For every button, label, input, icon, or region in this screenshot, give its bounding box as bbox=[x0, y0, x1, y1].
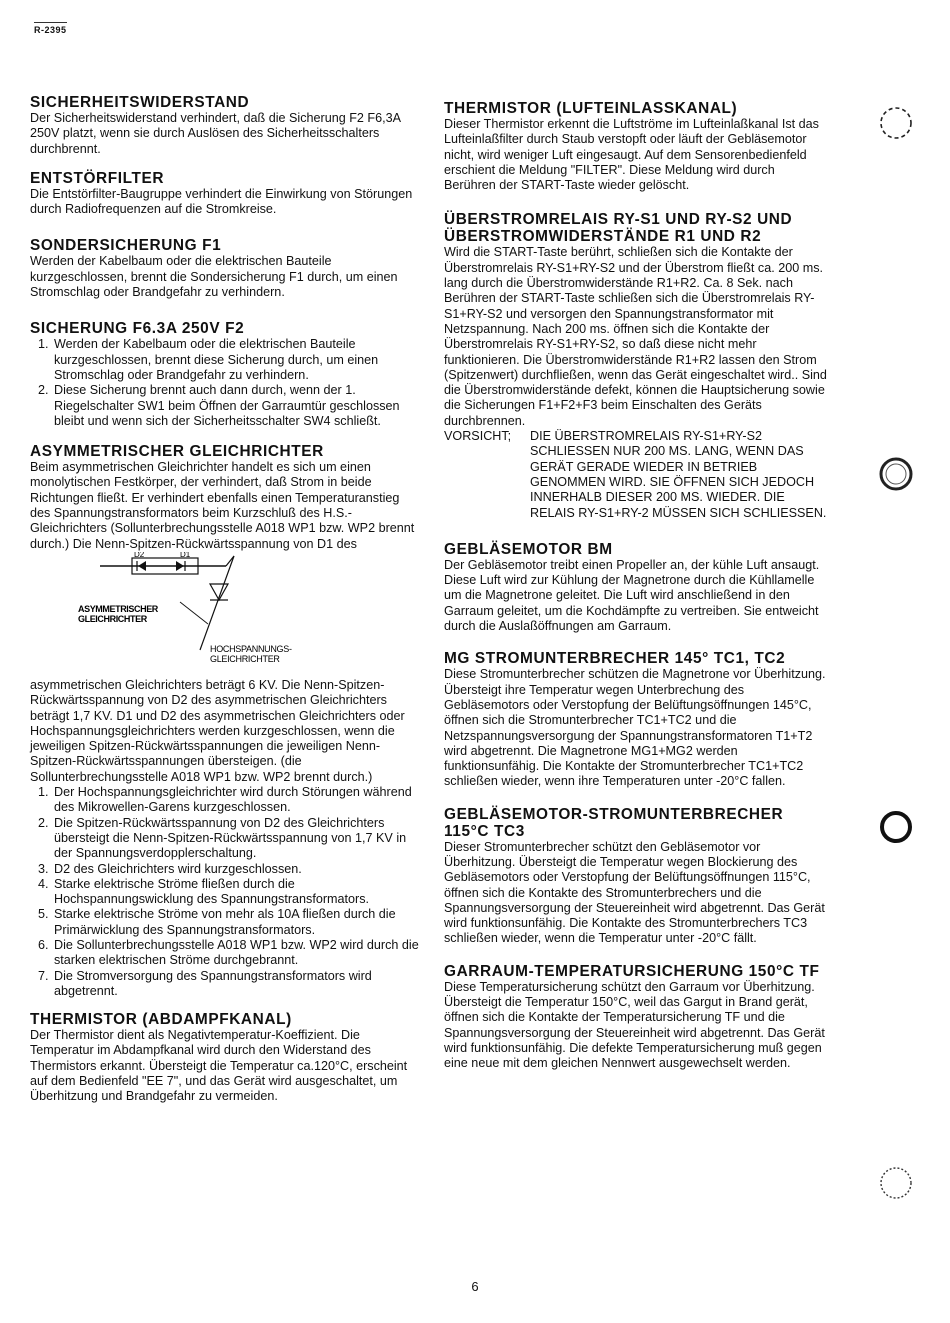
caution-text-first: DIE ÜBERSTROMRELAIS RY-S1+RY-S2 bbox=[530, 429, 763, 444]
section-text: Diese Temperatursicherung schützt den Garraum vor Überhitzung. Übersteigt die Temperatur 150°C, weil das Gargut in Brand gerät, öffnen sich die Kontakte der Temperatursicherung TF und die Spannungsversorgung der Steuereinheit wird abgetrennt. Das Gerät wird funktionsunfähig. Die defekte Temperatursicherung muß gegen eine neue mit dem gleichen Nennwert ausgewechselt werden. bbox=[444, 979, 825, 1071]
section-text: Dieser Thermistor erkennt die Luftströme im Lufteinlaßkanal Ist das Lufteinlaßfilter durch Staub verstopft oder läuft der Gebläsemotor nicht, wird weniger Luft eingesaugt. Auf dem Sensorenbedienfeld erschient die Meldung "FILTER". Diese Meldung wird durch Berühren der START-Taste wieder gelöscht. bbox=[444, 117, 819, 193]
list-item: 7. Die Stromversorgung des Spannungstransformators wird abgetrennt. bbox=[52, 969, 422, 1000]
label-hv-2: GLEICHRICHTER bbox=[210, 653, 280, 664]
list-item: 1. Der Hochspannungsgleichrichter wird durch Störungen während des Mikrowellen-Garens kurzgeschlossen. bbox=[52, 785, 422, 816]
section-text: Dieser Stromunterbrecher schützt den Gebläsemotor vor Überhitzung. Übersteigt die Temperatur wegen Blockierung des Gebläsemotors oder Verstopfung der Belüftungsöffnungen 115°C, öffnen sich die Kontakte des Stromunterbrechers und die Spannungsversorgung der Steuereinheit wird abgetrennt. Das Gerät wird funktionsunfähig. Die Kontakte des Stromunterbrechers TC3 schließen wieder, wenn die Temperatur unter -20°C fällt. bbox=[444, 839, 825, 946]
section-heading: ASYMMETRISCHER GLEICHRICHTER bbox=[30, 443, 324, 461]
section-heading: MG STROMUNTERBRECHER 145° TC1, TC2 bbox=[444, 650, 786, 668]
section-noise-filter bbox=[30, 170, 422, 218]
punch-hole-icon bbox=[877, 1164, 915, 1202]
section-text: Diese Stromunterbrecher schützen die Magnetrone vor Überhitzung. Übersteigt ihre Temperatur wegen Unterbrechung des Gebläsemotors oder Verstopfung der Belüftungsöffnungen 145°C, öffnen sich die Stromunterbrecher TC1+TC2 und die Netzspannungsversorgung der Spannungstransformatoren T1+T2 wird abgetrennt. Die Magnetrone MG1+MG2 werden funktionsunfähig. Die Kontakte der Stromunterbrecher TC1+TC2 schließen wieder, wenn ihre Temperaturen unter -20°C fallen. bbox=[444, 667, 826, 789]
page-number: 6 bbox=[471, 1279, 479, 1294]
diode-d2-icon bbox=[138, 561, 146, 571]
section-blower-breaker bbox=[444, 806, 828, 947]
section-safety-resistor bbox=[30, 94, 422, 157]
section-text: Beim asymmetrischen Gleichrichter handelt es sich um einen monolytischen Festkörper, der verhindert, daß Strom in beide Richtungen fließt. Er verhindert ebenfalls einen Temperaturanstieg des Spannungstransformators beim Kurzschluß des H.S.-Gleichrichters (Sollunterbrechungsstelle A018 WP1 bzw. WP2 brennt durch.) Die Nenn-Spitzen-Rückwärtsspannung von D1 des bbox=[30, 460, 415, 551]
punch-hole-icon bbox=[877, 455, 915, 493]
section-heading: THERMISTOR (ABDAMPFKANAL) bbox=[30, 1011, 292, 1029]
punch-hole-icon bbox=[877, 104, 915, 142]
fuse-list bbox=[30, 337, 422, 429]
section-heading: SICHERUNG F6.3A 250V F2 bbox=[30, 320, 245, 338]
section-overcurrent-relays bbox=[444, 211, 828, 520]
diode-d1-icon bbox=[176, 561, 184, 571]
section-heading: SONDERSICHERUNG F1 bbox=[30, 237, 222, 255]
leader-line bbox=[200, 556, 234, 650]
caution-label: VORSICHT; bbox=[444, 429, 512, 444]
section-heading: GEBLÄSEMOTOR BM bbox=[444, 540, 613, 558]
section-thermistor-intake bbox=[444, 100, 828, 193]
section-thermistor-exhaust bbox=[30, 1011, 422, 1104]
caution-note bbox=[444, 429, 828, 444]
list-item: 5. Starke elektrische Ströme von mehr als 10A fließen durch die Primärwicklung des Spannungstransformators. bbox=[52, 907, 422, 938]
rectifier-schematic bbox=[30, 552, 422, 678]
list-item: 4. Starke elektrische Ströme fließen durch die Hochspannungswicklung des Spannungstransformators. bbox=[52, 877, 422, 908]
section-mg-breaker bbox=[444, 650, 828, 789]
caution-text-rest: SCHLIESSEN NUR 200 MS. LANG, WENN DAS GERÄT GERADE WIEDER IN BETRIEB GENOMMEN WIRD. SIE ÖFFNEN SICH JEDOCH INNERHALB DIESER 200 MS. WIEDER. DIE RELAIS RY-S1+RY-2 MÜSSEN SICH SCHLIESSEN. bbox=[530, 444, 827, 520]
section-heading: GARRAUM-TEMPERATURSICHERUNG 150°C TF bbox=[444, 962, 820, 980]
section-text: Werden der Kabelbaum oder die elektrischen Bauteile kurzgeschlossen, brennt die Sondersicherung F1 durch, um einen Stromschlag oder Brandgefahr zu verhindern. bbox=[30, 254, 398, 300]
section-heading: THERMISTOR (LUFTEINLASSKANAL) bbox=[444, 100, 738, 117]
section-text: Wird die START-Taste berührt, schließen sich die Kontakte der Überstromrelais RY-S1+RY-S2 und der Überstrom fließt ca. 200 ms. lang durch die Überstromwiderstände R1+R2. Ca. 8 Sek. nach Berühren der START-Taste schließen sich die Überstromrelais RY-S1+RY-S2 und versorgen den Spannungstransformator mit Netzspannung. Nach 200 ms. öffnen sich die Kontakte der Überstromrelais RY-S1+RY-S2, so daß diese nicht mehr funktionieren. Die Überstromwiderstände R1+R2 lassen den Strom (Spitzenwert) durchfließen, wenn das Gerät eingeschaltet wird.. Sind die Überstromwiderstände defekt, können die Hauptsicherung sowie die Sicherungen F1+F2+F3 beim Einschalten des Geräts durchbrennen. bbox=[444, 245, 827, 428]
label-d1: D1 bbox=[180, 551, 191, 559]
list-item: 2. Diese Sicherung brennt auch dann durch, wenn der 1. Riegelschalter SW1 beim Öffnen der Garraumtür geschlossen bleibt und wenn sich der Sicherheitsschalter SW4 schließt. bbox=[52, 383, 422, 429]
list-item: 2. Die Spitzen-Rückwärtsspannung von D2 des Gleichrichters übersteigt die Nenn-Spitzen-Rückwärtsspannung von 1,7 KV in der Spannungsverdopplerschaltung. bbox=[52, 816, 422, 862]
section-fuse-f2 bbox=[30, 320, 422, 429]
label-asym-2: GLEICHRICHTER bbox=[78, 613, 147, 624]
list-item: 6. Die Sollunterbrechungsstelle A018 WP1 bzw. WP2 wird durch die starken elektrischen Ströme durchgebrannt. bbox=[52, 938, 422, 969]
section-text: Der Thermistor dient als Negativtemperatur-Koeffizient. Die Temperatur im Abdampfkanal wird durch den Widerstand des Thermistors erkannt. Übersteigt die Temperatur ca.120°C, erscheint auf dem Bedienfeld "EE 7", und das Gerät wird ausgeschaltet, um Überhitzung und Brandgefahr zu vermeiden. bbox=[30, 1028, 408, 1104]
section-cavity-fuse bbox=[444, 963, 828, 1072]
page-identifier: R-2395 bbox=[34, 22, 67, 35]
section-special-fuse bbox=[30, 237, 422, 300]
rectifier-list bbox=[30, 785, 422, 999]
section-text: Die Entstörfilter-Baugruppe verhindert die Einwirkung von Störungen durch Radiofrequenzen auf die Stromkreise. bbox=[30, 186, 413, 217]
punch-hole-icon bbox=[877, 808, 915, 846]
section-heading: GEBLÄSEMOTOR-STROMUNTERBRECHER 115°C TC3 bbox=[444, 805, 784, 840]
section-asymmetric-rectifier bbox=[30, 443, 422, 999]
section-text: Der Sicherheitswiderstand verhindert, daß die Sicherung F2 F6,3A 250V platzt, wenn sie durch Auslösen des Sicherheitsschalters durchbrennt. bbox=[30, 111, 401, 156]
section-heading: ÜBERSTROMRELAIS RY-S1 UND RY-S2 UND ÜBERSTROMWIDERSTÄNDE R1 UND R2 bbox=[444, 211, 793, 246]
left-column bbox=[30, 94, 422, 1118]
section-text: Der Gebläsemotor treibt einen Propeller an, der kühle Luft ansaugt. Diese Luft wird zur Kühlung der Magnetrone durch die Kühllamelle um die Magnetrone geleitet. Die Luft wird anschließend in den Garraum geleitet, um die Kochdämpfte zu vertreiben. Sie entweicht durch die Auslaßöffnungen am Garraum. bbox=[444, 557, 820, 634]
label-hv-1: HOCHSPANNUNGS- bbox=[210, 643, 292, 654]
label-d2: D2 bbox=[134, 551, 145, 559]
section-heading: SICHERHEITSWIDERSTAND bbox=[30, 94, 250, 111]
rectifier-diagram bbox=[30, 552, 422, 678]
label-asym-1: ASYMMETRISCHER bbox=[78, 603, 158, 614]
list-item: 1. Werden der Kabelbaum oder die elektrischen Bauteile kurzgeschlossen, brennt diese Sicherung durch, um einen Stromschlag oder Brandgefahr zu verhindern. bbox=[52, 337, 422, 383]
section-heading: ENTSTÖRFILTER bbox=[30, 169, 165, 187]
section-text: asymmetrischen Gleichrichters beträgt 6 KV. Die Nenn-Spitzen-Rückwärtsspannung von D2 des asymmetrischen Gleichrichters beträgt 1,7 KV. D1 und D2 des asymmetrischen Gleichrichters oder Hochspannungsgleichrichters werden kurzgeschlossen, wenn die jeweiligen Spitzen-Rückwärtsspannungen die jeweiligen Nenn-Spitzen-Rückwärtsspannungen übersteigen. (die Sollunterbrechungsstelle A018 WP1 bzw. WP2 brennt durch.) bbox=[30, 677, 405, 784]
list-item: 3. D2 des Gleichrichters wird kurzgeschlossen. bbox=[52, 862, 422, 877]
right-column bbox=[444, 100, 828, 1085]
section-blower-motor bbox=[444, 541, 828, 634]
